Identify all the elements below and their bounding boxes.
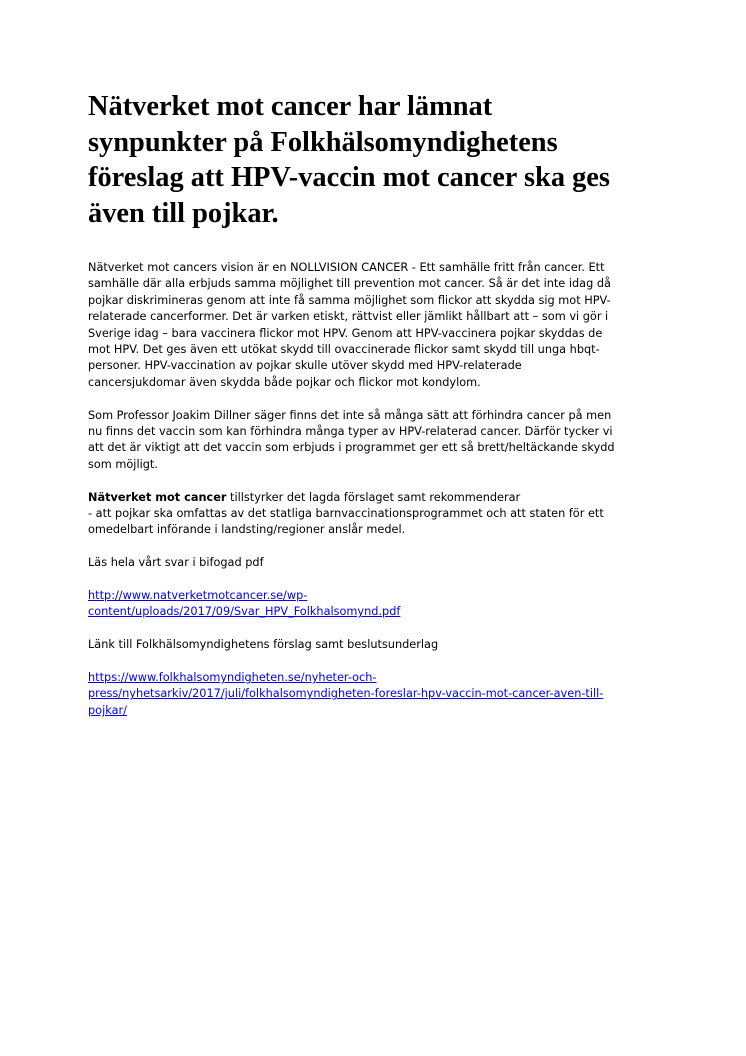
link-line[interactable]: press/nyhetsarkiv/2017/juli/folkhalsomyndigheten-foreslar-hpv-vaccin-mot-cancer-aven-till-: [88, 687, 604, 701]
link-line[interactable]: content/uploads/2017/09/Svar_HPV_Folkhalsomynd.pdf: [88, 605, 401, 619]
page-title: [88, 89, 668, 231]
text-line: omedelbart införande i landsting/regioner anslår medel.: [88, 523, 406, 537]
text-line: - att pojkar ska omfattas av det statliga barnvaccinationsprogrammet och att staten för ett: [88, 507, 604, 521]
paragraph-recommendation: [88, 490, 668, 539]
text-line: relaterade cancerformer. Det är varken etiskt, rättvist eller jämlikt hållbart att – som vi gör i: [88, 310, 609, 324]
text-line: cancersjukdomar även skydda både pojkar och flickor mot kondylom.: [88, 375, 481, 389]
text-line: mot HPV. Det ges även ett utökat skydd till ovaccinerade flickor samt skydd till unga hbqt-: [88, 343, 600, 357]
organization-name: Nätverket mot cancer: [88, 490, 227, 504]
text-line: Sverige idag – bara vaccinera flickor mot HPV. Genom att HPV-vaccinera pojkar skyddas de: [88, 326, 603, 340]
text-line: att det är viktigt att det vaccin som erbjuds i programmet ger ett så brett/heltäckande skydd: [88, 441, 615, 455]
pdf-link[interactable]: [88, 588, 668, 621]
link-line[interactable]: http://www.natverketmotcancer.se/wp-: [88, 589, 308, 603]
recommendation-intro: tillstyrker det lagda förslaget samt rekommenderar: [226, 490, 521, 504]
link-line[interactable]: pojkar/: [88, 703, 127, 717]
paragraph-vision: [88, 260, 668, 391]
paragraph-read-full: [88, 555, 668, 571]
paragraph-spacer: [88, 572, 668, 588]
title-line: även till pojkar.: [88, 197, 279, 229]
paragraph-spacer: [88, 621, 668, 637]
paragraph-spacer: [88, 473, 668, 489]
title-line: föreslag att HPV-vaccin mot cancer ska ges: [88, 162, 610, 193]
link-line[interactable]: https://www.folkhalsomyndigheten.se/nyheter-och-: [88, 671, 377, 685]
text-line: pojkar diskrimineras genom att inte få samma möjlighet som flickor att skydda sig mot HPV-: [88, 293, 611, 307]
paragraph-dillner: [88, 408, 668, 474]
paragraph-proposal-label: [88, 637, 668, 653]
document-page: [88, 89, 668, 719]
text-line: Nätverket mot cancers vision är en NOLLVISION CANCER - Ett samhälle fritt från cancer. Ett: [88, 261, 605, 274]
text-line: personer. HPV-vaccination av pojkar skulle utöver skydd med HPV-relaterade: [88, 359, 522, 373]
text-line: samhälle där alla erbjuds samma möjlighet till prevention mot cancer. Så är det inte idag då: [88, 277, 611, 291]
paragraph-spacer: [88, 654, 668, 670]
paragraph-spacer: [88, 539, 668, 555]
text-line: Som Professor Joakim Dillner säger finns det inte så många sätt att förhindra cancer på men: [88, 408, 612, 422]
proposal-link[interactable]: [88, 670, 668, 719]
text-line: nu finns det vaccin som kan förhindra många typer av HPV-relaterad cancer. Därför tycker vi: [88, 425, 613, 439]
article-body: [88, 260, 668, 719]
text-line: som möjligt.: [88, 457, 158, 471]
paragraph-spacer: [88, 391, 668, 407]
title-line: synpunkter på Folkhälsomyndighetens: [88, 126, 558, 158]
text-line: Länk till Folkhälsomyndighetens förslag samt beslutsunderlag: [88, 638, 439, 652]
text-line: [88, 490, 668, 506]
title-line: Nätverket mot cancer har lämnat: [88, 91, 493, 122]
text-line: Läs hela vårt svar i bifogad pdf: [88, 556, 264, 570]
